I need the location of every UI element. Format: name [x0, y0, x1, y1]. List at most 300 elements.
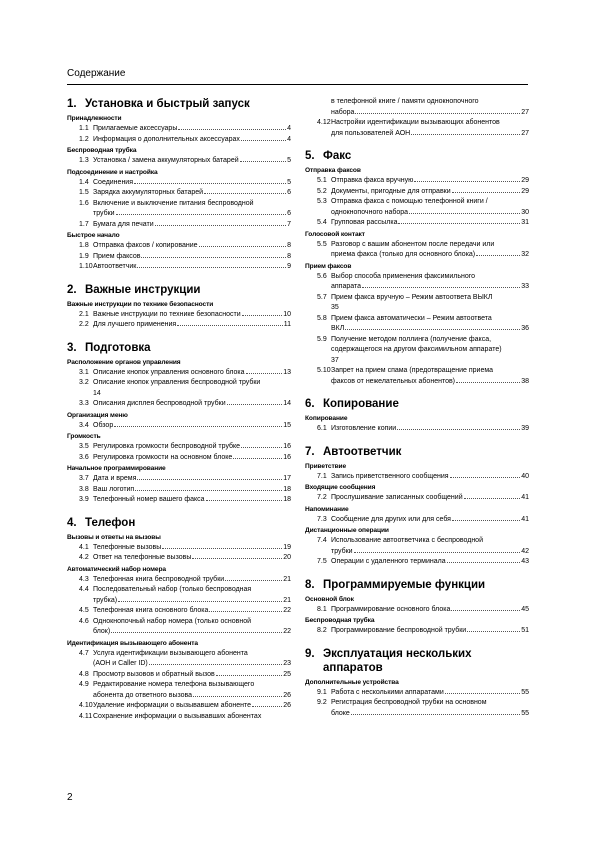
entry-text: для пользователей АОН — [331, 129, 411, 137]
entry-number: 7.1 — [317, 472, 327, 480]
entry-body — [93, 178, 291, 189]
toc-chapter — [67, 283, 291, 331]
entry-text: приема факса (только для основного блока) — [331, 251, 476, 258]
toc-chapter — [67, 341, 291, 506]
toc-entry[interactable] — [67, 220, 291, 231]
entry-body — [331, 688, 529, 699]
dot-leader — [241, 447, 282, 448]
toc-entry[interactable] — [305, 515, 529, 526]
entry-text: Прослушивание записанных сообщений — [331, 494, 463, 501]
entry-page: 39 — [521, 425, 529, 432]
entry-number: 2.1 — [79, 310, 89, 318]
entry-number: 1.3 — [79, 157, 89, 164]
dot-leader — [227, 404, 283, 405]
entry-body — [331, 605, 529, 616]
entry-body — [331, 515, 529, 526]
dot-leader — [225, 580, 282, 581]
toc-entry[interactable] — [67, 421, 291, 432]
toc-entry[interactable] — [305, 424, 529, 435]
entry-text: Телефонные вызовы — [93, 543, 162, 551]
chapter-number: 7. — [305, 445, 315, 458]
entry-number: 7.3 — [317, 515, 327, 523]
entry-page: 8 — [287, 252, 291, 260]
dot-leader — [242, 315, 283, 316]
entry-page: 43 — [521, 558, 529, 565]
entry-body — [331, 366, 529, 387]
toc-left-column — [67, 97, 291, 732]
entry-page: 55 — [521, 709, 529, 717]
entry-line — [331, 547, 529, 558]
entry-line — [331, 709, 529, 720]
entry-body — [93, 262, 291, 273]
dot-leader — [241, 140, 286, 141]
entry-line — [93, 543, 291, 554]
toc-entry[interactable] — [305, 366, 529, 387]
entry-text: трубка) — [93, 596, 118, 604]
entry-text: Сообщение для других или для себя — [331, 515, 451, 523]
entry-line — [331, 208, 529, 219]
dot-leader — [445, 693, 520, 694]
dot-leader — [162, 548, 282, 549]
dot-leader — [149, 664, 282, 665]
dot-leader — [398, 223, 520, 224]
section-subheading: Громкость — [67, 433, 101, 440]
entry-line — [93, 701, 291, 712]
toc-entry[interactable] — [67, 262, 291, 273]
entry-text: Отправка факса с помощью телефонной книги / — [331, 198, 488, 205]
entry-line — [93, 453, 291, 464]
entry-number: 5.2 — [317, 187, 327, 195]
header-divider — [67, 84, 528, 85]
page-number: 2 — [67, 792, 73, 803]
toc-entry[interactable] — [67, 553, 291, 564]
entry-line — [331, 218, 529, 229]
dot-leader — [204, 193, 286, 194]
entry-text: набора — [331, 108, 355, 116]
entry-text: Телефонная книга беспроводной трубки — [93, 575, 225, 583]
toc-entry[interactable] — [67, 575, 291, 586]
entry-page: 41 — [521, 494, 529, 501]
entry-body — [331, 293, 529, 314]
entry-body — [93, 649, 291, 670]
toc-entry[interactable] — [67, 680, 291, 701]
toc-entry[interactable] — [67, 199, 291, 220]
dot-leader — [111, 632, 282, 633]
section-subheading: Напоминание — [305, 505, 349, 513]
dot-leader — [114, 426, 282, 427]
entry-text: Соединения — [93, 178, 134, 186]
entry-number: 5.1 — [317, 177, 327, 184]
entry-line — [93, 691, 291, 702]
entry-number: 5.3 — [317, 198, 327, 205]
entry-page: 16 — [283, 443, 291, 450]
dot-leader — [199, 246, 287, 247]
entry-text: Автоответчик — [93, 263, 137, 270]
dot-leader — [456, 382, 520, 383]
dot-leader — [178, 129, 286, 130]
toc-entry[interactable] — [67, 712, 291, 723]
entry-text: Однокнопочный набор номера (только основной — [93, 617, 252, 625]
entry-number: 5.5 — [317, 240, 327, 248]
toc-entry[interactable] — [67, 495, 291, 506]
entry-text: Программирование основного блока — [331, 605, 451, 613]
entry-body — [93, 495, 291, 506]
toc-entry[interactable] — [67, 124, 291, 135]
toc-entry[interactable] — [67, 453, 291, 464]
entry-page: 38 — [521, 377, 529, 385]
toc-entry[interactable] — [67, 252, 291, 263]
toc-entry[interactable] — [305, 314, 529, 335]
toc-entry[interactable] — [305, 698, 529, 719]
chapter-heading — [305, 149, 529, 163]
entry-body — [93, 124, 291, 135]
entry-text: Прием факса вручную – Режим автоответа ВЫКЛ — [331, 293, 493, 301]
entry-body — [331, 536, 529, 557]
section-subheading: Автоматический набор номера — [67, 565, 166, 573]
chapter-heading — [305, 397, 529, 411]
entry-page: 14 — [283, 400, 291, 407]
entry-line — [93, 399, 291, 410]
dot-leader — [141, 257, 286, 258]
toc-entry[interactable] — [67, 649, 291, 670]
toc-entry[interactable] — [67, 701, 291, 712]
entry-text: Для лучшего применения — [93, 321, 177, 328]
toc-entry[interactable] — [305, 536, 529, 557]
chapter-heading — [305, 647, 529, 675]
entry-line — [331, 377, 529, 388]
entry-line — [331, 688, 529, 699]
toc-entry[interactable] — [305, 197, 529, 218]
entry-text: Информация о дополнительных аксессуарах — [93, 135, 240, 143]
entry-body — [93, 606, 291, 617]
entry-text: Получение методом поллинга (получение факса, — [331, 335, 492, 343]
entry-text: Включение и выключение питания беспроводной — [93, 199, 254, 207]
section-subheading: Подсоединение и настройка — [67, 168, 158, 176]
section-subheading: Важные инструкции по технике безопасности — [67, 300, 214, 308]
toc-entry[interactable] — [305, 272, 529, 293]
entry-page: 31 — [521, 219, 529, 226]
entry-number: 4.5 — [79, 607, 89, 614]
entry-body — [331, 557, 529, 568]
entry-page: 36 — [521, 325, 529, 332]
entry-number: 3.1 — [79, 368, 89, 376]
entry-text: ВКЛ — [331, 325, 345, 332]
section-subheading: Беспроводная трубка — [67, 147, 137, 154]
entry-text: Регулировка громкости беспроводной трубке — [93, 443, 241, 450]
entry-number: 5.9 — [317, 335, 327, 343]
toc-entry[interactable] — [305, 218, 529, 229]
chapter-title: Копирование — [323, 398, 399, 410]
entry-line — [331, 424, 529, 435]
entry-body — [93, 135, 291, 146]
toc-entry[interactable] — [67, 188, 291, 199]
entry-text: Прием факсов — [93, 252, 141, 260]
toc-entry[interactable] — [305, 118, 529, 139]
toc-entry[interactable] — [305, 176, 529, 187]
entry-line — [93, 368, 291, 379]
toc-entry[interactable] — [305, 493, 529, 504]
entry-text: 35 — [331, 304, 339, 311]
toc-entry[interactable] — [67, 485, 291, 496]
entry-page: 27 — [521, 108, 529, 116]
entry-page: 13 — [283, 368, 291, 376]
toc-entry[interactable] — [305, 97, 529, 118]
toc-entry[interactable] — [67, 543, 291, 554]
toc-entry[interactable] — [67, 378, 291, 399]
entry-body — [93, 320, 291, 331]
dot-leader — [355, 113, 520, 114]
dot-leader — [134, 183, 286, 184]
toc-entry[interactable] — [67, 474, 291, 485]
entry-text: 14 — [93, 389, 101, 397]
entry-page: 45 — [521, 605, 529, 613]
entry-line — [93, 485, 291, 496]
entry-text: трубки — [331, 547, 353, 555]
entry-page: 25 — [283, 670, 291, 678]
entry-page: 26 — [283, 691, 291, 699]
entry-line — [93, 188, 291, 199]
entry-text: Ваш логотип — [93, 485, 135, 493]
toc-chapter — [305, 149, 529, 387]
entry-page: 23 — [283, 660, 291, 667]
section-subheading: Вызовы и ответы на вызовы — [67, 533, 161, 541]
toc-entry[interactable] — [305, 688, 529, 699]
entry-page: 19 — [283, 543, 291, 551]
chapter-heading — [305, 578, 529, 592]
entry-page: 4 — [287, 135, 291, 143]
entry-body — [93, 310, 291, 321]
entry-body — [93, 453, 291, 464]
entry-body — [331, 493, 529, 504]
entry-number: 8.1 — [317, 605, 327, 613]
entry-text: Зарядка аккумуляторных батарей — [93, 189, 204, 196]
entry-body — [93, 575, 291, 586]
entry-page: 6 — [287, 189, 291, 196]
entry-number: 4.11 — [79, 712, 93, 720]
entry-line — [331, 250, 529, 261]
entry-text: Удаление информации о вызывавшем абоненте — [93, 702, 252, 709]
entry-text: Установка / замена аккумуляторных батарей — [93, 157, 239, 164]
entry-line — [93, 606, 291, 617]
entry-number: 2.2 — [79, 321, 89, 328]
entry-text: Телефонный номер вашего факса — [93, 496, 205, 503]
dot-leader — [155, 225, 286, 226]
toc-entry[interactable] — [67, 399, 291, 410]
dot-leader — [447, 562, 521, 563]
entry-body — [331, 335, 529, 367]
entry-number: 4.12 — [317, 119, 331, 126]
entry-text: Выбор способа применения факсимильного — [331, 272, 476, 280]
entry-page: 22 — [283, 607, 291, 614]
entry-page: 18 — [283, 485, 291, 493]
entry-text: Обзор — [93, 421, 114, 429]
entry-line — [93, 596, 291, 607]
entry-number: 1.2 — [79, 135, 89, 143]
entry-line — [331, 515, 529, 526]
entry-line — [331, 472, 529, 483]
entry-text: (АОН и Caller ID) — [93, 660, 148, 667]
toc-entry[interactable] — [305, 335, 529, 367]
entry-line — [331, 108, 529, 119]
entry-body — [93, 543, 291, 554]
entry-text: Телефонная книга основного блока — [93, 607, 209, 614]
chapter-heading — [305, 445, 529, 459]
entry-page: 4 — [287, 125, 291, 132]
dot-leader — [135, 490, 282, 491]
entry-text: Важные инструкции по технике безопасности — [93, 310, 241, 318]
dot-leader — [192, 558, 282, 559]
entry-number: 3.6 — [79, 453, 89, 461]
entry-page: 21 — [283, 575, 291, 583]
toc-chapter — [305, 97, 529, 139]
entry-text: 37 — [331, 356, 339, 364]
entry-number: 1.5 — [79, 189, 89, 196]
entry-page: 10 — [283, 310, 291, 318]
entry-text: Настройки идентификации вызывающих абонентов — [331, 119, 500, 126]
entry-body — [331, 187, 529, 198]
entry-body — [93, 585, 291, 606]
toc-chapter — [305, 397, 529, 435]
dot-leader — [177, 325, 283, 326]
entry-page: 41 — [521, 515, 529, 523]
entry-body — [331, 626, 529, 637]
toc-entry[interactable] — [305, 293, 529, 314]
toc-entry[interactable] — [67, 156, 291, 167]
entry-line — [93, 178, 291, 189]
entry-text: абонента до ответного вызова — [93, 691, 193, 699]
entry-line — [93, 262, 291, 273]
entry-line — [331, 626, 529, 637]
dot-leader — [450, 477, 521, 478]
toc-entry[interactable] — [67, 670, 291, 681]
entry-text: Отправка факсов / копирование — [93, 242, 198, 249]
entry-line — [93, 252, 291, 263]
toc-entry[interactable] — [67, 368, 291, 379]
entry-number: 4.8 — [79, 670, 89, 678]
entry-body — [93, 368, 291, 379]
section-subheading: Дистанционные операции — [305, 527, 389, 534]
toc-entry[interactable] — [67, 178, 291, 189]
entry-body — [93, 474, 291, 485]
entry-body — [331, 272, 529, 293]
entry-text: Отправка факса вручную — [331, 177, 414, 184]
toc-entry[interactable] — [67, 320, 291, 331]
toc-entry[interactable] — [67, 585, 291, 606]
entry-body — [331, 698, 529, 719]
dot-leader — [351, 714, 520, 715]
entry-number: 1.7 — [79, 220, 89, 228]
chapter-number: 6. — [305, 398, 315, 410]
entry-line — [93, 575, 291, 586]
toc-entry[interactable] — [67, 310, 291, 321]
section-subheading: Беспроводная трубка — [305, 617, 375, 624]
entry-text: Документы, пригодные для отправки — [331, 187, 451, 195]
entry-text: Изготовление копии — [331, 425, 397, 432]
entry-page: 17 — [283, 475, 291, 482]
entry-body — [331, 176, 529, 187]
entry-body — [93, 378, 291, 399]
entry-page: 15 — [283, 421, 291, 429]
toc-entry[interactable] — [305, 472, 529, 483]
entry-text: блок) — [93, 628, 111, 635]
dot-leader — [209, 611, 282, 612]
toc-entry[interactable] — [305, 557, 529, 568]
toc-entry[interactable] — [305, 240, 529, 261]
entry-page: 32 — [521, 251, 529, 258]
entry-number: 1.6 — [79, 199, 89, 207]
page-header-title: Содержание — [67, 68, 126, 79]
entry-line — [93, 156, 291, 167]
entry-page: 42 — [521, 547, 529, 555]
entry-line — [331, 282, 529, 293]
entry-line — [93, 553, 291, 564]
entry-number: 8.2 — [317, 627, 327, 634]
entry-line — [93, 310, 291, 321]
entry-text: Разговор с вашим абонентом после передачи или — [331, 240, 495, 248]
toc-entry[interactable] — [67, 135, 291, 146]
entry-text: Регулировка громкости на основном блоке — [93, 453, 233, 461]
dot-leader — [414, 181, 520, 182]
entry-text: Дата и время — [93, 475, 137, 482]
section-subheading: Голосовой контакт — [305, 230, 365, 238]
entry-number: 6.1 — [317, 425, 327, 432]
entry-page: 40 — [521, 472, 529, 480]
dot-leader — [362, 287, 520, 288]
entry-number: 9.2 — [317, 699, 327, 706]
entry-line — [93, 495, 291, 506]
entry-text: Групповая рассылка — [331, 219, 398, 226]
entry-number — [305, 97, 331, 118]
section-subheading: Быстрое начало — [67, 232, 120, 239]
section-subheading: Основной блок — [305, 595, 354, 603]
dot-leader — [476, 255, 520, 256]
entry-line — [93, 442, 291, 453]
chapter-title: Подготовка — [85, 341, 151, 354]
section-subheading: Копирование — [305, 415, 348, 422]
chapter-title: Факс — [323, 150, 352, 162]
toc-entry[interactable] — [305, 626, 529, 637]
entry-body — [93, 442, 291, 453]
entry-line — [93, 241, 291, 252]
entry-number: 1.8 — [79, 242, 89, 249]
entry-page: 21 — [283, 596, 291, 604]
dot-leader — [137, 267, 286, 268]
toc-entry[interactable] — [67, 617, 291, 638]
toc-entry[interactable] — [67, 442, 291, 453]
entry-page: 20 — [283, 554, 291, 561]
dot-leader — [452, 192, 521, 193]
entry-text: аппарата — [331, 283, 362, 290]
entry-body — [93, 188, 291, 199]
entry-body — [93, 701, 291, 712]
entry-page: 22 — [283, 628, 291, 635]
entry-number: 3.2 — [79, 379, 89, 386]
entry-body — [93, 241, 291, 252]
toc-entry[interactable] — [305, 605, 529, 616]
entry-page: 26 — [283, 702, 291, 709]
toc-entry[interactable] — [305, 187, 529, 198]
toc-chapter — [305, 647, 529, 720]
entry-body — [93, 199, 291, 220]
entry-body — [93, 485, 291, 496]
toc-entry[interactable] — [67, 241, 291, 252]
entry-text: в телефонной книге / памяти однокнопочного — [331, 98, 479, 105]
entry-body — [331, 314, 529, 335]
toc-entry[interactable] — [67, 606, 291, 617]
chapter-title: Автоответчик — [323, 445, 402, 458]
entry-page: 5 — [287, 157, 291, 164]
entry-line — [93, 421, 291, 432]
